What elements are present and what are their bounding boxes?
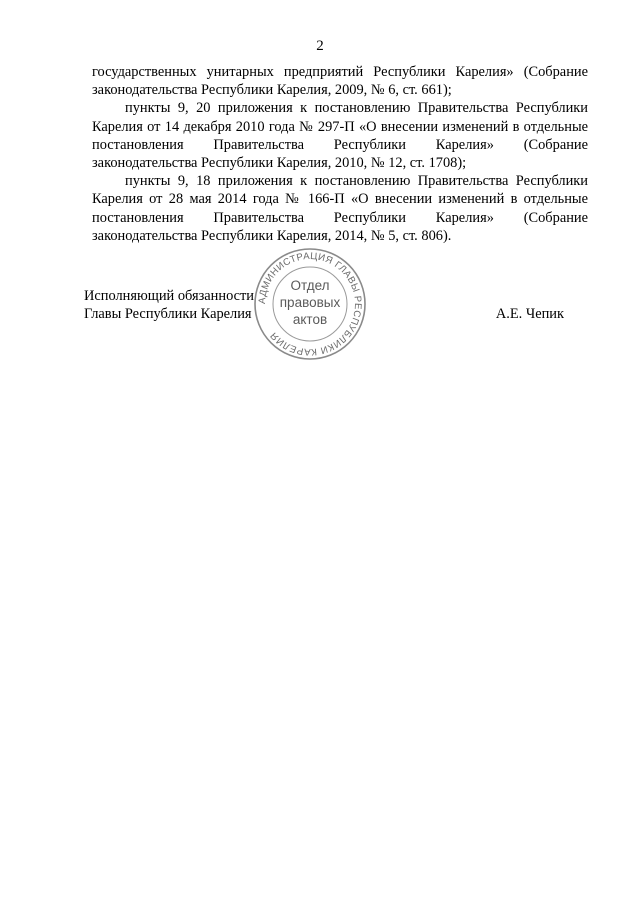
paragraph-3: пункты 9, 18 приложения к постановлению Правительства Республики Карелия от 28 мая 2014 года № 166-П «О внесении изменений в отдельные постановления Правительства Республики Карелия» (Собрание законодательства Республики Карелия, 2014, № 5, ст. 806).	[92, 173, 588, 244]
signature-name: А.Е. Чепик	[495, 306, 564, 322]
stamp-center-line3: актов	[292, 312, 328, 327]
signature-title-line2: Главы Республики Карелия	[84, 306, 252, 322]
paragraph-2: пункты 9, 20 приложения к постановлению Правительства Республики Карелия от 14 декабря 2010 года № 297-П «О внесении изменений в отдельные постановления Правительства Республики Карелия» (Собрание законодательства Республики Карелия, 2010, № 12, ст. 1708);	[92, 100, 588, 172]
stamp-ring-text: АДМИНИСТРАЦИЯ ГЛАВЫ РЕСПУБЛИКИ КАРЕЛИЯ	[256, 250, 364, 358]
body-text	[92, 63, 588, 245]
paragraph-1: государственных унитарных предприятий Республики Карелия» (Собрание законодательства Республики Карелия, 2009, № 6, ст. 661);	[92, 64, 588, 99]
official-stamp	[252, 246, 368, 362]
stamp-center-line2: правовых	[279, 295, 341, 310]
page-number: 2	[316, 38, 324, 54]
signature-title-line1: Исполняющий обязанности	[84, 288, 255, 304]
stamp-center-line1: Отдел	[290, 278, 330, 293]
